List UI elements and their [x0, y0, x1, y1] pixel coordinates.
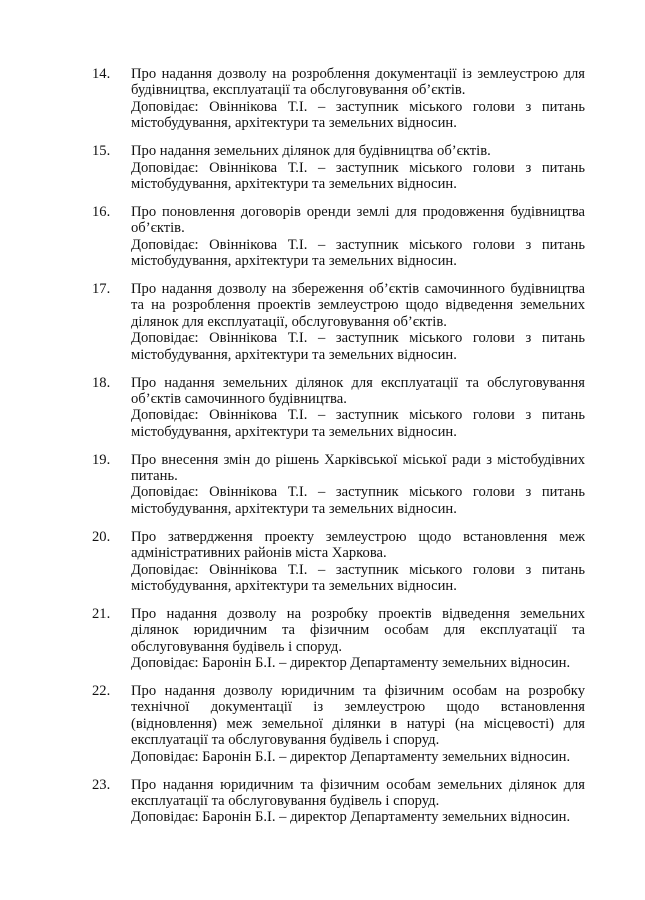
- item-title: Про надання земельних ділянок для будівництва об’єктів.: [131, 143, 491, 160]
- item-speaker: Доповідає: Овіннікова Т.І. – заступник міського голови з питань містобудування, архітектури та земельних відносин.: [131, 407, 585, 440]
- item-number: 17.: [92, 280, 111, 297]
- item-speaker: Доповідає: Баронін Б.І. – директор Департаменту земельних відносин.: [131, 748, 571, 765]
- item-speaker: Доповідає: Баронін Б.І. – директор Департаменту земельних відносин.: [131, 655, 571, 672]
- item-speaker: Доповідає: Баронін Б.І. – директор Департаменту земельних відносин.: [131, 809, 571, 826]
- item-speaker: Доповідає: Овіннікова Т.І. – заступник міського голови з питань містобудування, архітектури та земельних відносин.: [131, 484, 585, 517]
- item-title: Про внесення змін до рішень Харківської міської ради з містобудівних питань.: [131, 451, 585, 485]
- agenda-item: [0, 529, 645, 595]
- item-body: [131, 452, 585, 518]
- item-title: Про надання дозволу юридичним та фізичним особам на розробку технічної документації із землеустрою щодо встановлення (відновлення) меж земельної ділянки в натурі (на місцевості) для експлуатації та обслуговування будівель і споруд.: [131, 683, 585, 749]
- item-number: 14.: [92, 66, 111, 82]
- item-number: 16.: [92, 203, 111, 220]
- item-title: Про затвердження проекту землеустрою щодо встановлення меж адміністративних районів міста Харкова.: [131, 528, 585, 562]
- item-number: 18.: [92, 374, 111, 391]
- item-number: 23.: [92, 776, 111, 793]
- agenda-item: [0, 683, 645, 765]
- item-body: [131, 606, 585, 672]
- agenda-item: [0, 452, 645, 518]
- item-number: 22.: [92, 683, 111, 699]
- item-body: [131, 375, 585, 441]
- item-title: Про надання дозволу на розроблення документації із землеустрою для будівництва, експлуатації та обслуговування об’єктів.: [131, 66, 585, 99]
- agenda-item: [0, 606, 645, 672]
- item-body: [131, 777, 585, 826]
- item-speaker: Доповідає: Овіннікова Т.І. – заступник міського голови з питань містобудування, архітектури та земельних відносин.: [131, 98, 585, 132]
- agenda-list: [0, 66, 645, 837]
- item-speaker: Доповідає: Овіннікова Т.І. – заступник міського голови з питань містобудування, архітектури та земельних відносин.: [131, 330, 585, 363]
- item-speaker: Доповідає: Овіннікова Т.І. – заступник міського голови з питань містобудування, архітектури та земельних відносин.: [131, 561, 585, 594]
- agenda-item: [0, 66, 645, 132]
- item-number: 15.: [92, 143, 111, 160]
- item-number: 19.: [92, 451, 111, 468]
- item-speaker: Доповідає: Овіннікова Т.І. – заступник міського голови з питань містобудування, архітектури та земельних відносин.: [131, 236, 585, 270]
- agenda-item: [0, 375, 645, 441]
- agenda-item: [0, 143, 645, 192]
- item-title: Про поновлення договорів оренди землі для продовження будівництва об’єктів.: [131, 203, 585, 237]
- item-speaker: Доповідає: Овіннікова Т.І. – заступник міського голови з питань містобудування, архітектури та земельних відносин.: [131, 159, 585, 192]
- item-body: [131, 683, 585, 765]
- item-title: Про надання земельних ділянок для експлуатації та обслуговування об’єктів самочинного будівництва.: [131, 374, 585, 407]
- item-number: 21.: [92, 605, 111, 622]
- item-title: Про надання юридичним та фізичним особам земельних ділянок для експлуатації та обслуговування будівель і споруд.: [131, 776, 585, 809]
- item-body: [131, 529, 585, 595]
- item-body: [131, 204, 585, 270]
- agenda-item: [0, 204, 645, 270]
- item-number: 20.: [92, 528, 111, 545]
- item-body: [131, 66, 585, 132]
- agenda-item: [0, 777, 645, 826]
- item-title: Про надання дозволу на збереження об’єктів самочинного будівництва та на розроблення проектів землеустрою щодо відведення земельних ділянок для експлуатації, обслуговування об’єктів.: [131, 280, 585, 330]
- item-title: Про надання дозволу на розробку проектів відведення земельних ділянок юридичним та фізичним особам для експлуатації та обслуговування будівель і споруд.: [131, 605, 585, 655]
- agenda-item: [0, 281, 645, 363]
- item-body: [131, 281, 585, 363]
- item-body: [131, 143, 585, 192]
